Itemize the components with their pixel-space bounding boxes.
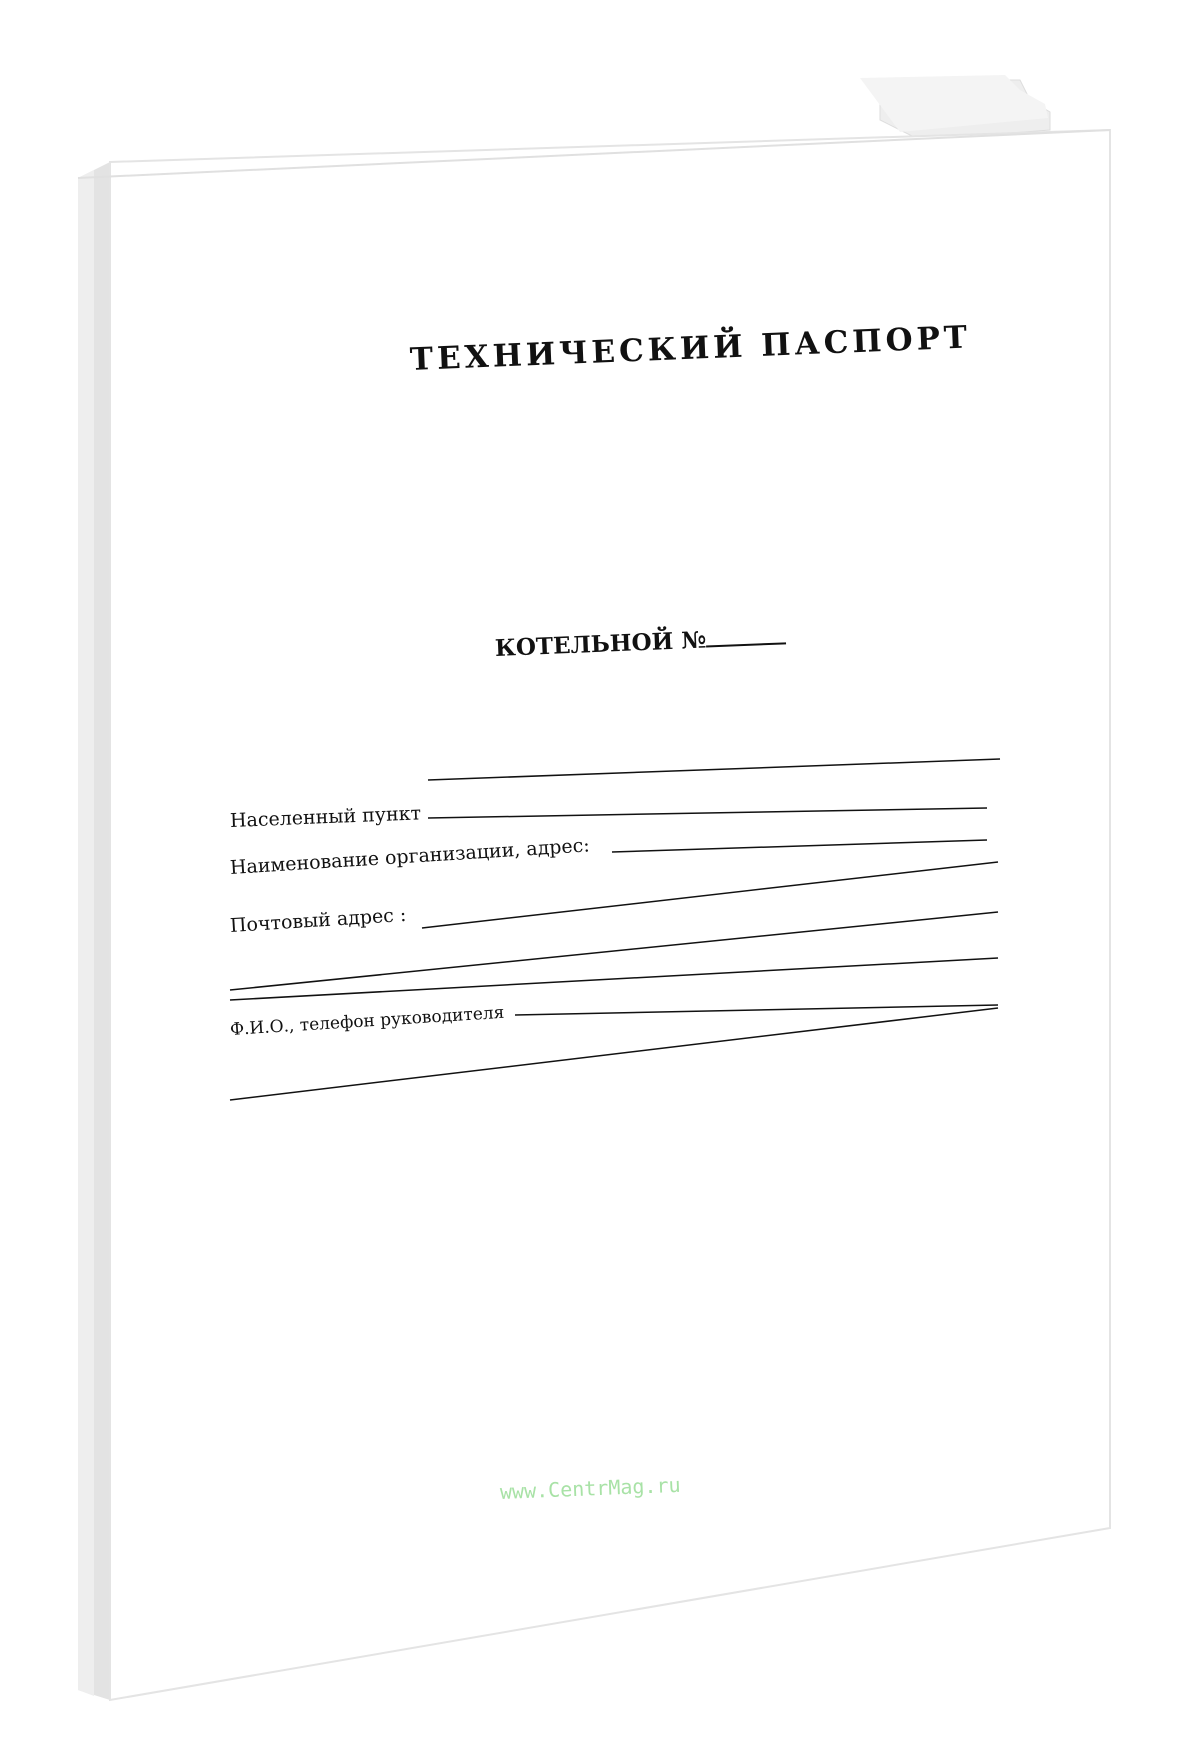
subtitle-number-blank xyxy=(706,624,787,647)
field-label-organization: Наименование организации, адрес: xyxy=(229,834,591,879)
cover-content xyxy=(110,120,1110,1700)
document-subtitle xyxy=(494,623,786,662)
field-label-head-contact: Ф.И.О., телефон руководителя xyxy=(229,1002,505,1040)
watermark: www.CentrMag.ru xyxy=(499,1472,681,1504)
document-title: ТЕХНИЧЕСКИЙ ПАСПОРТ xyxy=(409,319,972,378)
book-spine-highlight xyxy=(78,170,94,1696)
subtitle-text: КОТЕЛЬНОЙ № xyxy=(494,626,707,662)
field-label-postal-address: Почтовый адрес : xyxy=(229,903,407,937)
field-label-settlement: Населенный пункт xyxy=(229,802,422,832)
